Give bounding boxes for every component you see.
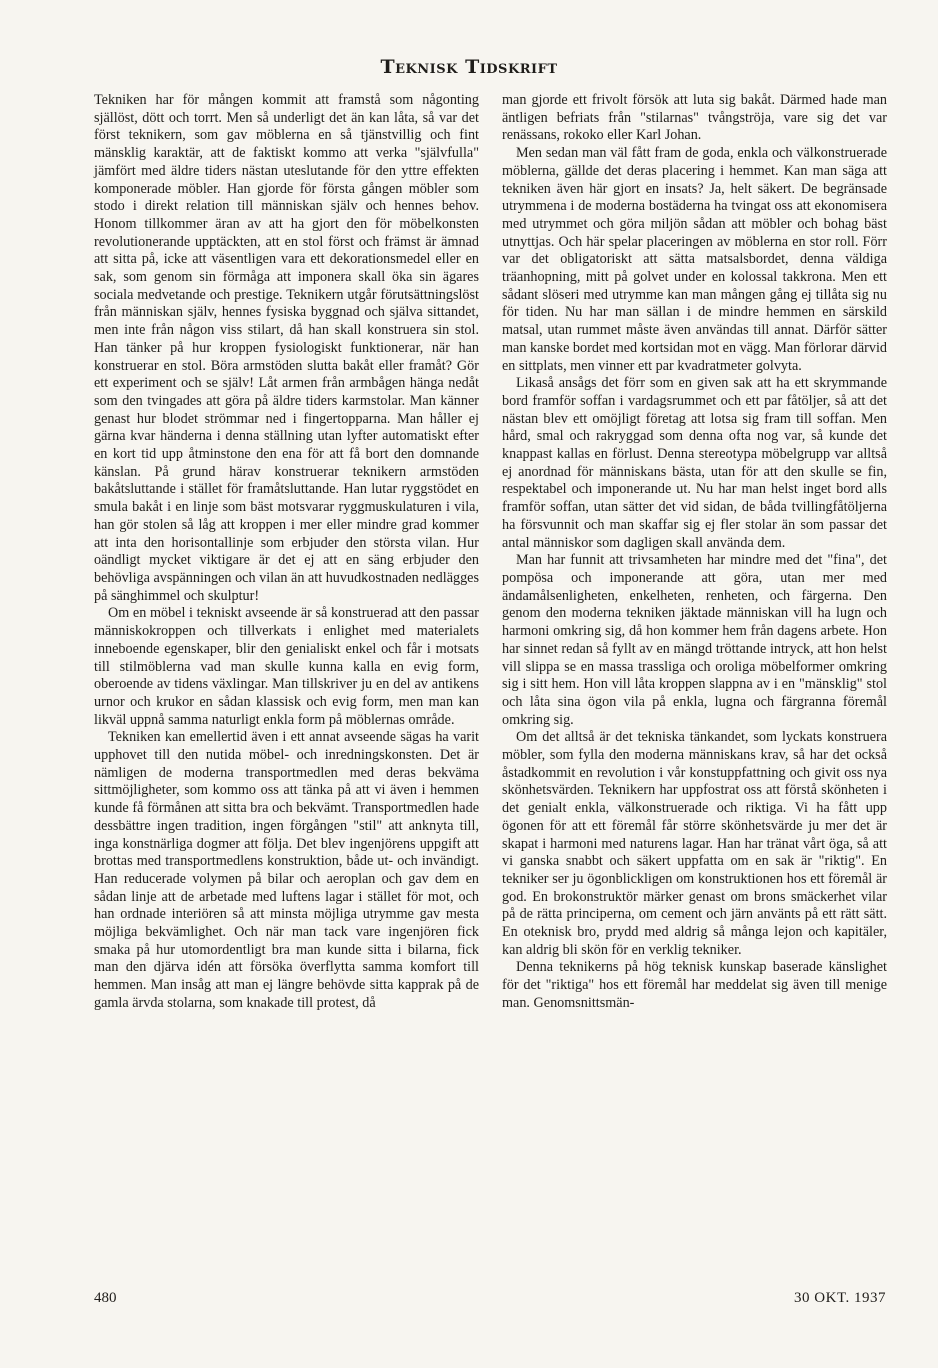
paragraph: Om en möbel i tekniskt avseende är så konstruerad att den passar människokroppen och tillverkats i enlighet med materialets inneboende egenskaper, blir den genialiskt enkel och får i motsats till stilmöblerna vad man skulle kunna kalla en evig form, oberoende av tidens växlingar. Man tillskriver ju en del av antikens urnor och krukor en sådan klassisk och evig form, men man kan likväl uppnå samma naturligt enkla form på möblernas område. [94,605,479,728]
paragraph: Denna teknikerns på hög teknisk kunskap baserade känslighet för det "riktiga" hos ett föremål har meddelat sig även till menige man. Genomsnittsmän- [502,959,887,1011]
paragraph: Man har funnit att trivsamheten har mindre med det "fina", det pompösa och imponerande att göra, utan mer med ändamålsenligheten, enkelheten, renheten, och färgerna. Den genom den moderna tekniken jäktade människan vill ha lugn och harmoni omkring sig, då hon kommer hem från dagens arbete. Hon har sinnet redan så fyllt av en mängd tröttande intryck, att hon helst vill slippa se en massa trassliga och oroliga möbelformer omkring sig i sitt hem. Hon vill låta kroppen slappna av i en "mänsklig" stol och låta sina ögon vila på enkla, lugna och färgranna föremål omkring sig. [502,552,887,728]
issue-date: 30 OKT. 1937 [794,1290,886,1306]
left-column [94,92,479,1013]
page-header-title: Teknisk Tidskrift [380,56,558,78]
paragraph: Likaså ansågs det förr som en given sak att ha ett skrymmande bord framför soffan i vardagsrummet och ett par fåtöljer, så att det nästan blev ett omöjligt företag att lotsa sig fram till soffan. Men hård, smal och rakryggad som denna ofta nog var, så kunde det knappast kallas en förlust. Denna stereotypa möbelgrupp var alltså ej anordnad för människans bästa, utan för att den skulle se fin, respektabel och imponerande ut. Nu har man helst inget bord alls framför soffan, utan sätter det vid sidan, de båda tvillingfåtöljerna ha försvunnit och man skaffar sig ej fler stolar än som passar det antal människor som dagligen skall använda dem. [502,375,887,551]
paragraph: man gjorde ett frivolt försök att luta sig bakåt. Därmed hade man äntligen befriats från "stilarnas" tvångströja, vare sig det var renässans, rokoko eller Karl Johan. [502,92,887,144]
paragraph: Tekniken kan emellertid även i ett annat avseende sägas ha varit upphovet till den nutida möbel- och inredningskonsten. Det är nämligen de moderna transportmedlen med deras bekväma sittmöjligheter, som kommo oss att tänka på att vi även i hemmen kunde få förmånen att sitta bra och bekvämt. Transportmedlen hade dessbättre ingen tradition, ingen förgången "stil" att anknyta till, inga konstnärliga dogmer att följa. Det blev ingenjörens uppgift att brottas med transportmedlens konstruktion, både ut- och invändigt. Han reducerade volymen på bilar och aeroplan och gav dem en sådan linje att de arbetade med luftens lagar i stället för mot, och han ordnade interiören så att minsta möjliga utrymme gav mesta möjliga bekvämlighet. Och när man tack vare ingenjören fick smaka på hur utomordentligt bra man kunde sitta i bilarna, fick man den djärva idén att försöka överflytta samma komfort till hemmen. Man insåg att man ej längre behövde sitta kapprak på de gamla ärvda stolarna, som knakade till protest, då [94,729,479,1011]
paragraph: Men sedan man väl fått fram de goda, enkla och välkonstruerade möblerna, gällde det deras placering i hemmet. Kan man säga att tekniken även här gjort en insats? Ja, helt säkert. De begränsade utrymmena i de moderna bostäderna ha tvingat oss att ekonomisera med utrymmet och göra miljön sådan att möbler och bohag bäst utnyttjas. Och här spelar placeringen av möblerna en stor roll. Förr var det obligatoriskt att sätta matsalsbordet, denna väldiga träanhopning, mitt på golvet under en kolossal takkrona. Men ett sådant slöseri med utrymme kan man mången gång ej tillåta sig nu för tiden. Nu har man sällan i de mindre hemmen en särskild matsal, utan rummet måste även användas till annat. Därför sätter man kanske bordet med kortsidan mot en vägg. Man förlorar därvid en sittplats, men vinner ett par kvadratmeter golvyta. [502,145,887,374]
right-column [502,92,887,1013]
paragraph: Om det alltså är det tekniska tänkandet, som lyckats konstruera möbler, som fylla den moderna människans krav, så har det också åstadkommit en revolution i vår konstuppfattning och givit oss nya skönhetsvärden. Teknikern har uppfostrat oss att förstå skönheten i det genialt enkla, välkonstruerade och riktiga. Vi ha fått upp ögonen för att ett föremål får större skönhetsvärde ju mer det är skapat i harmoni med naturens lagar. Han har tränat vårt öga, så att vi ganska snabbt och säkert uppfatta om en sak är "riktig". En tekniker ser ju ögonblickligen om konstruktionen hos ett föremål är god. En brokonstruktör märker genast om brons smäckerhet vilar på de rätta principerna, om cement och järn använts på ett rätt sätt. En oteknisk bro, prydd med aldrig så många lejon och kapitäler, kan aldrig bli skön för en verklig tekniker. [502,729,887,958]
paragraph: Tekniken har för mången kommit att framstå som någonting själlöst, dött och torrt. Men så underligt det än kan låta, så var det först teknikern, som gav möblerna en så tjänstvillig och fint mänsklig karaktär, att de faktiskt kommo att verka "självfulla" jämfört med äldre tiders nästan uteslutande för den yttre effekten komponerade möbler. Han gjorde för första gången möbler som stodo i direkt relation till människan själv och hennes behov. Honom tillkommer äran av att ha gjort den för möbelkonsten revolutionerande upptäckten, att en stol först och främst är ämnad att sitta på, icke att väsentligen vara ett dekorationsmedel eller en sak, som genom sin förmåga att imponera skall öka sin ägares sociala medvetande och prestige. Teknikern utgår förutsättningslöst från människan själv, hennes fysiska byggnad och själva sittandet, men inte från någon viss stilart, då han skall konstruera sin stol. Han tänker på hur kroppen fysiologiskt funktionerar, när han konstruerar en stol. Böra armstöden slutta bakåt eller framåt? Gör ett experiment och se själv! Låt armen från armbågen hänga nedåt som den tvingades att göra på äldre tiders karmstolar. Man känner genast hur blodet strömmar ned i fingertopparna. Man håller ej gärna kvar händerna i denna ställning utan lyfter automatiskt efter en kort tid upp åtminstone den ena för att få bort den domnande känslan. På grund härav konstruerar teknikern armstöden bakåtsluttande i stället för framåtsluttande. Han lutar ryggstödet en smula bakåt i en linje som bäst motsvarar ryggmuskulaturen i vila, han gör stolen så låg att kroppen i mer eller mindre grad kommer att inta den horisontallinje som erbjuder den största vilan. Hur oändligt mycket viktigare är det ej att en säng erbjuder den behövliga avspänningen och vilan än att huvudkostnaden nedlägges på sänghimmel och skulptur! [94,92,479,604]
page-number: 480 [94,1290,117,1306]
